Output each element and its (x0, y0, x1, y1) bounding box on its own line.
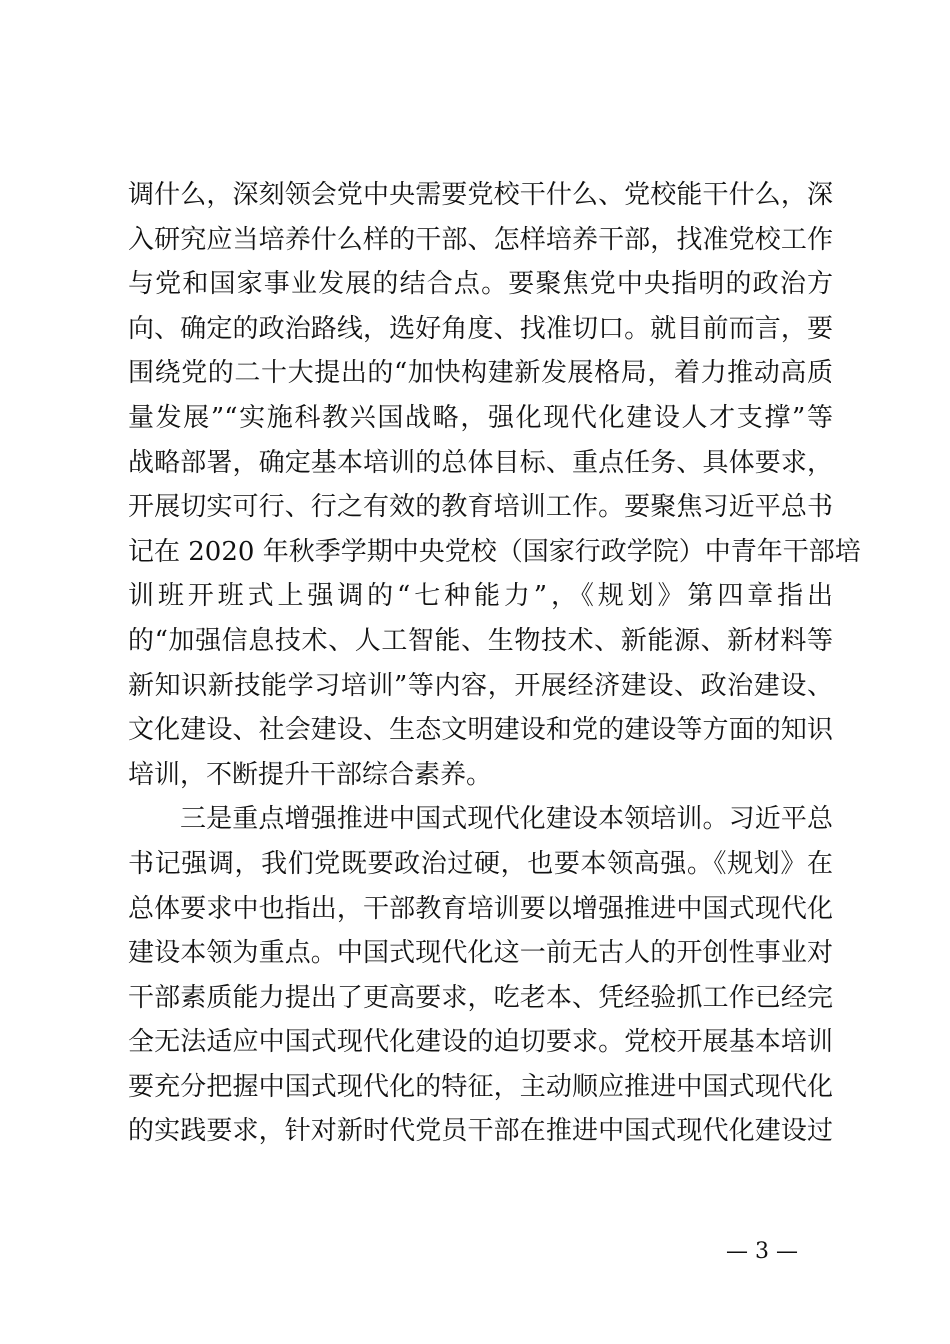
text-line: 新知识新技能学习培训”等内容，开展经济建设、政治建设、 (128, 670, 833, 701)
text-line: 入研究应当培养什么样的干部、怎样培养干部，找准党校工作 (128, 224, 833, 255)
text-line: 要充分把握中国式现代化的特征，主动顺应推进中国式现代化 (128, 1071, 833, 1102)
text-line: 向、确定的政治路线，选好角度、找准切口。就目前而言，要 (128, 313, 833, 344)
text-line: 干部素质能力提出了更高要求，吃老本、凭经验抓工作已经完 (128, 982, 833, 1013)
text-line: 训班开班式上强调的“七种能力”，《规划》第四章指出 (128, 581, 833, 612)
text-line: 战略部署，确定基本培训的总体目标、重点任务、具体要求， (128, 447, 833, 478)
text-line: 的“加强信息技术、人工智能、生物技术、新能源、新材料等 (128, 625, 833, 656)
text-line: 开展切实可行、行之有效的教育培训工作。要聚焦习近平总书 (128, 492, 833, 523)
paragraph (128, 177, 861, 801)
text-line: 建设本领为重点。中国式现代化这一前无古人的开创性事业对 (128, 938, 833, 969)
text-line: 培训，不断提升干部综合素养。 (128, 759, 493, 790)
text-line: 书记强调，我们党既要政治过硬，也要本领高强。《规划》在 (128, 848, 833, 879)
text-line: 三是重点增强推进中国式现代化建设本领培训。习近平总 (180, 804, 833, 835)
text-line: 全无法适应中国式现代化建设的迫切要求。党校开展基本培训 (128, 1027, 833, 1058)
text-line: 围绕党的二十大提出的“加快构建新发展格局，着力推动高质 (128, 358, 833, 389)
body-text (128, 177, 861, 1158)
text-line: 记在 2020 年秋季学期中央党校（国家行政学院）中青年干部培 (128, 536, 861, 567)
text-line: 总体要求中也指出，干部教育培训要以增强推进中国式现代化 (128, 893, 833, 924)
page-number: — 3 — (726, 1239, 798, 1264)
text-line: 量发展”“实施科教兴国战略，强化现代化建设人才支撑”等 (128, 402, 833, 433)
text-line: 文化建设、社会建设、生态文明建设和党的建设等方面的知识 (128, 715, 833, 746)
paragraph (128, 801, 833, 1158)
text-line: 与党和国家事业发展的结合点。要聚焦党中央指明的政治方 (128, 269, 833, 300)
text-line: 的实践要求，针对新时代党员干部在推进中国式现代化建设过 (128, 1116, 833, 1147)
text-line: 调什么，深刻领会党中央需要党校干什么、党校能干什么，深 (128, 180, 833, 210)
